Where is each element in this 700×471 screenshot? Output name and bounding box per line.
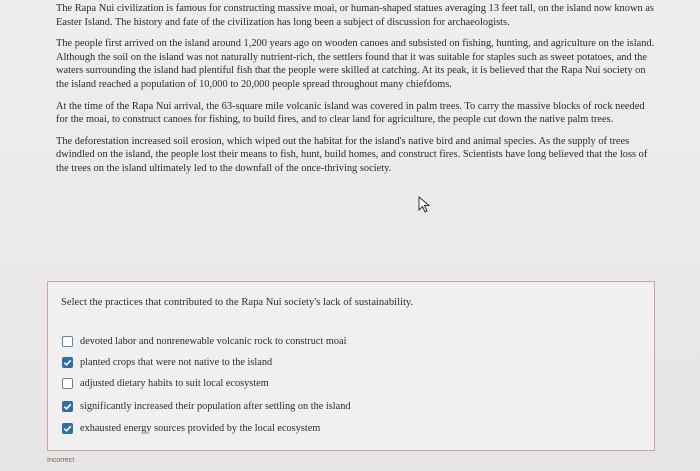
question-prompt: Select the practices that contributed to the Rapa Nui society's lack of sustainability.: [61, 297, 414, 308]
passage-paragraph-1: The Rapa Nui civilization is famous for constructing massive moai, or human-shaped statues averaging 13 feet tall, on the island now known as Easter Island. The history and fate of the civilization has long been a subject of discussion for archaeologists.: [56, 3, 654, 28]
option-5[interactable]: [62, 423, 320, 434]
checkbox-unchecked-icon[interactable]: [62, 378, 73, 389]
option-4[interactable]: [62, 401, 351, 412]
checkbox-checked-icon[interactable]: [62, 401, 73, 412]
option-label: adjusted dietary habits to suit local ecosystem: [80, 378, 269, 389]
option-label: devoted labor and nonrenewable volcanic rock to construct moai: [80, 336, 347, 347]
option-label: significantly increased their population after settling on the island: [80, 401, 351, 412]
checkbox-unchecked-icon[interactable]: [62, 336, 73, 347]
checkbox-checked-icon[interactable]: [62, 357, 73, 368]
option-label: exhausted energy sources provided by the local ecosystem: [80, 423, 321, 434]
passage-paragraph-3: At the time of the Rapa Nui arrival, the 63-square mile volcanic island was covered in palm trees. To carry the massive blocks of rock needed for the moai, to construct canoes for fishing, to build fires, and to clear land for agriculture, the people cut down the native palm trees.: [56, 100, 645, 126]
reading-passage: [56, 2, 656, 184]
option-3[interactable]: [62, 378, 269, 389]
option-2[interactable]: [62, 357, 272, 368]
option-1[interactable]: [62, 336, 346, 347]
option-label: planted crops that were not native to the island: [80, 357, 273, 368]
passage-paragraph-2: The people first arrived on the island around 1,200 years ago on wooden canoes and subsisted on fishing, hunting, and agriculture on the island. Although the soil on the island was not naturally nutrient-rich, the settlers found that it was suitable for staples such as sweet potatoes, and the waters surrounding the island had plentiful fish that the people were skilled at catching. At its peak, it is believed that the Rapa Nui society on the island reached a population of 10,000 to 20,000 people spread throughout many chiefdoms.: [56, 38, 655, 90]
mouse-cursor-icon: [418, 196, 432, 214]
passage-paragraph-4: The deforestation increased soil erosion, which wiped out the habitat for the island's native bird and animal species. As the supply of trees dwindled on the island, the people lost their means to fish, hunt, build homes, and construct fires. Scientists have long believed that the loss of the trees on the island ultimately led to the downfall of the once-thriving society.: [56, 135, 648, 174]
checkbox-checked-icon[interactable]: [62, 423, 73, 434]
result-status-label: Incorrect: [47, 457, 75, 464]
question-box: [47, 281, 655, 451]
